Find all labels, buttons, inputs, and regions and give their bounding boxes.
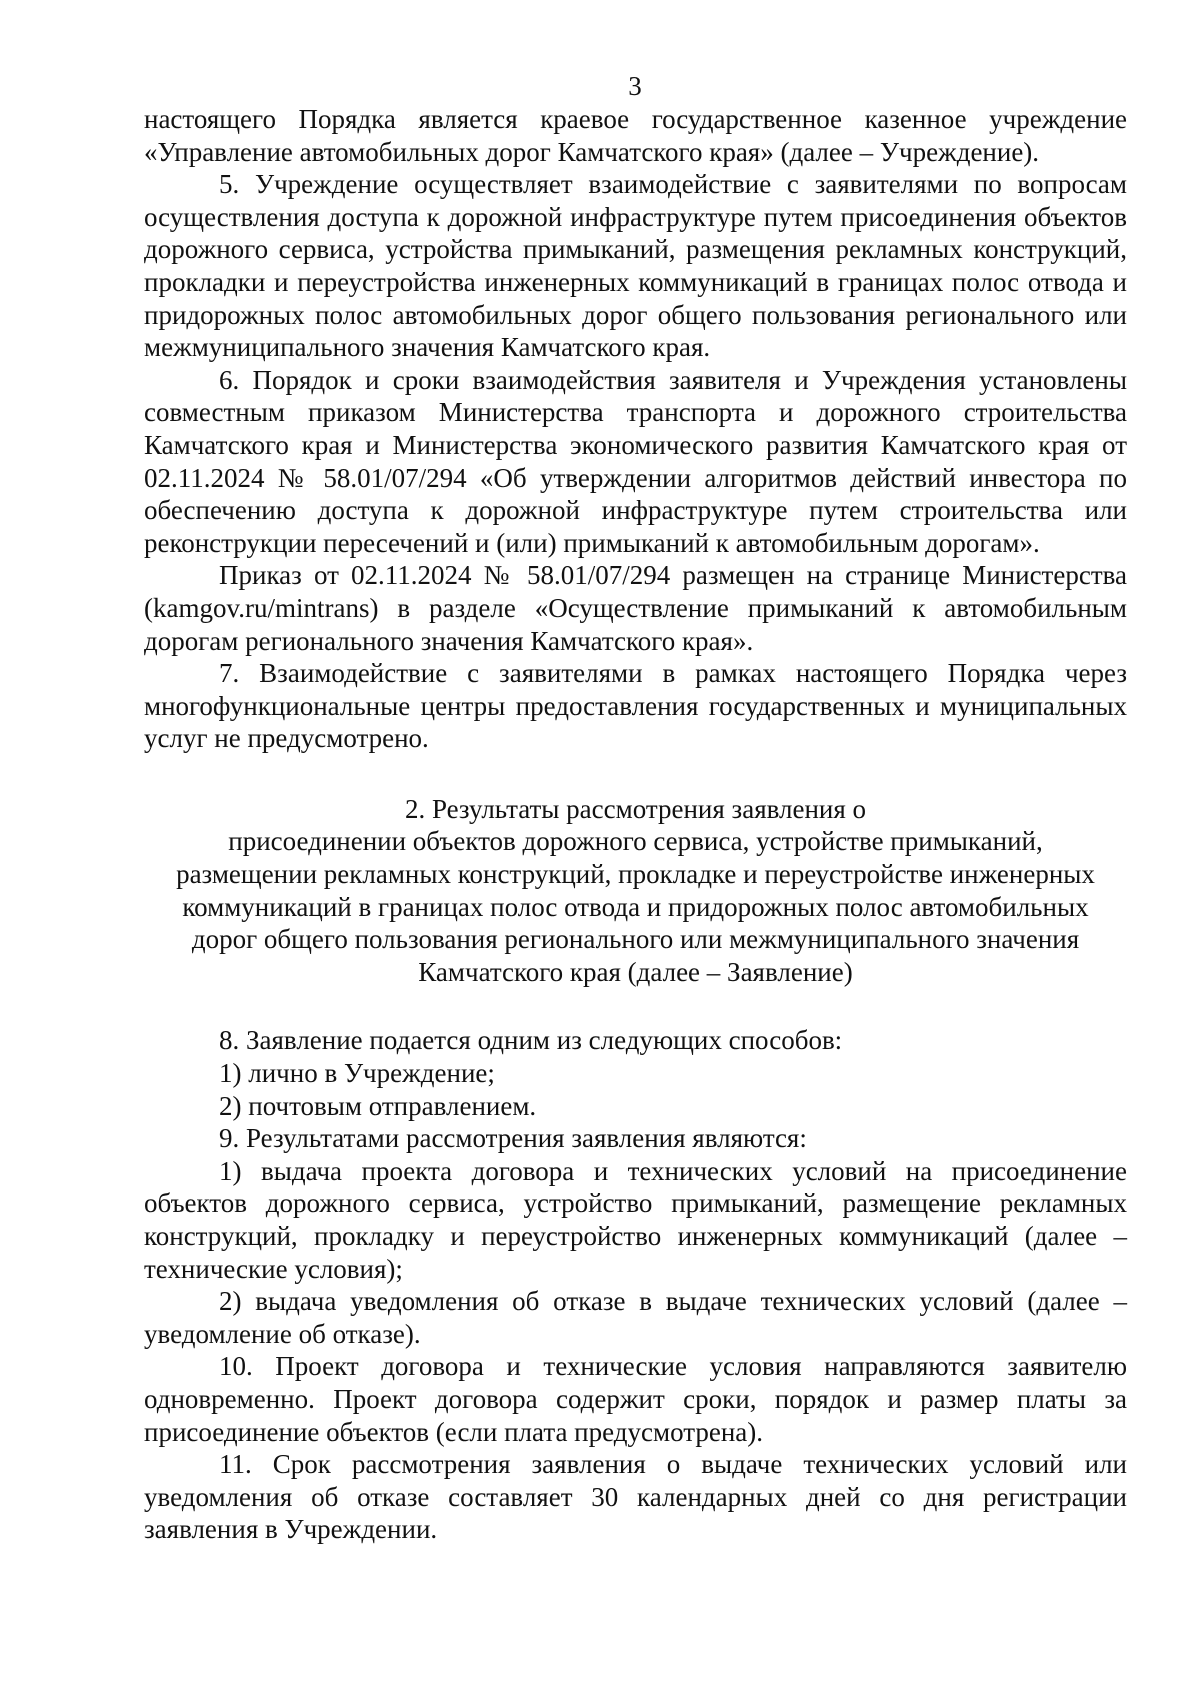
list-item-result-2: 2) выдача уведомления об отказе в выдаче технических условий (далее – уведомление об отказе). — [144, 1286, 1127, 1349]
section-heading-line: 2. Результаты рассмотрения заявления о — [404, 793, 867, 824]
paragraph-continuation: настоящего Порядка является краевое государственное казенное учреждение «Управление автомобильных дорог Камчатского края» (далее – Учреждение). — [144, 104, 1127, 167]
document-body — [144, 103, 1127, 1546]
section-heading — [144, 793, 1127, 989]
page-number: 3 — [628, 71, 642, 101]
section-heading-line: размещении рекламных конструкций, прокладке и переустройстве инженерных — [176, 859, 1095, 890]
section-heading-line: коммуникаций в границах полос отвода и придорожных полос автомобильных — [182, 891, 1089, 922]
paragraph-item-6: 6. Порядок и сроки взаимодействия заявителя и Учреждения установлены совместным приказом Министерства транспорта и дорожного строительства Камчатского края и Министерства экономического развития Камчатского края от 02.11.2024 № 58.01/07/294 «Об утверждении алгоритмов действий инвестора по обеспечению доступа к дорожной инфраструктуре путем строительства или реконструкции пересечений и (или) примыканий к автомобильным дорогам». — [144, 364, 1127, 558]
section-heading-line: Камчатского края (далее – Заявление) — [418, 956, 853, 987]
list-item-method-1: 1) лично в Учреждение; — [219, 1058, 495, 1089]
paragraph-item-11: 11. Срок рассмотрения заявления о выдаче технических условий или уведомления об отказе составляет 30 календарных дней со дня регистрации заявления в Учреждении. — [144, 1449, 1127, 1545]
list-item-method-2: 2) почтовым отправлением. — [219, 1090, 537, 1121]
paragraph-item-5: 5. Учреждение осуществляет взаимодействие с заявителями по вопросам осуществления доступа к дорожной инфраструктуре путем присоединения объектов дорожного сервиса, устройства примыканий, размещения рекламных конструкций, прокладки и переустройства инженерных коммуникаций в границах полос отвода и придорожных полос автомобильных дорог общего пользования регионального или межмуниципального значения Камчатского края. — [144, 169, 1127, 363]
paragraph-item-10: 10. Проект договора и технические условия направляются заявителю одновременно. Проект договора содержит сроки, порядок и размер платы за присоединение объектов (если плата предусмотрена). — [144, 1351, 1127, 1447]
section-heading-line: присоединении объектов дорожного сервиса, устройстве примыканий, — [228, 826, 1043, 857]
paragraph-item-8: 8. Заявление подается одним из следующих способов: — [219, 1025, 843, 1056]
paragraph-item-9: 9. Результатами рассмотрения заявления являются: — [219, 1123, 807, 1154]
list-item-result-1: 1) выдача проекта договора и технических условий на присоединение объектов дорожного сервиса, устройство примыканий, размещение рекламных конструкций, прокладку и переустройство инженерных коммуникаций (далее – технические условия); — [144, 1155, 1127, 1284]
section-heading-line: дорог общего пользования регионального или межмуниципального значения — [191, 924, 1080, 955]
paragraph-order-reference: Приказ от 02.11.2024 № 58.01/07/294 размещен на странице Министерства (kamgov.ru/mintrans) в разделе «Осуществление примыканий к автомобильным дорогам регионального значения Камчатского края». — [144, 560, 1127, 656]
paragraph-item-7: 7. Взаимодействие с заявителями в рамках настоящего Порядка через многофункциональные центры предоставления государственных и муниципальных услуг не предусмотрено. — [144, 658, 1127, 754]
